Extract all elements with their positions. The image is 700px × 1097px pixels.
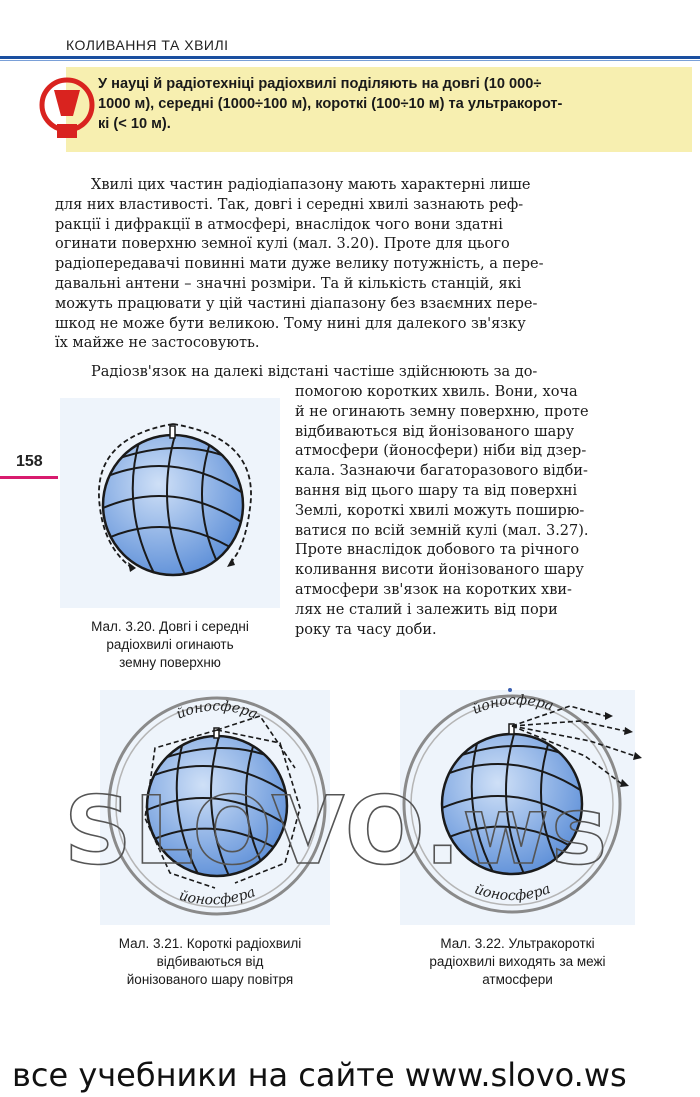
caption-line: Мал. 3.22. Ультракороткі xyxy=(440,936,595,951)
text-line: атмосфери (йоносфери) ніби від дзер- xyxy=(295,443,587,460)
figure-3-21-caption xyxy=(75,935,345,989)
caption-line: йонізованого шару повітря xyxy=(126,972,294,987)
paragraph-2-first-line: Радіозв'язок на далекі відстані частіше здійснюють за до- xyxy=(91,364,538,380)
text-line: можуть працювати у цій частині діапазону без взаємних пере- xyxy=(55,295,538,312)
watermark: SLOVO.ws xyxy=(64,777,610,886)
ionosphere-label-top: йоносфера xyxy=(174,698,260,723)
caption-line: Мал. 3.20. Довгі і середні xyxy=(91,619,249,634)
text-line: лях не сталий і залежить від пори xyxy=(295,601,558,618)
header-rule-thin xyxy=(0,60,700,61)
text-line: атмосфери зв'язок на коротких хви- xyxy=(295,581,572,598)
page-number: 158 xyxy=(16,453,43,470)
caption-line: радіохвилі огинають xyxy=(106,637,234,652)
text-line: давальні антени – значні розміри. Та й кількість станцій, які xyxy=(55,275,522,292)
note-text xyxy=(98,74,683,134)
page-number-rule xyxy=(0,476,58,479)
text-line: огинати поверхню земної кулі (мал. 3.20). Проте для цього xyxy=(55,236,510,253)
text-line: Землі, короткі хвилі можуть поширю- xyxy=(295,502,585,519)
ionosphere-label-top: йоносфера xyxy=(469,692,556,718)
text-line: шкод не може бути великою. Тому нині для далекого зв'язку xyxy=(55,315,526,332)
caption-line: радіохвилі виходять за межі xyxy=(429,954,606,969)
text-line: вання від цього шару та від поверхні xyxy=(295,482,578,499)
text-line: ракції і дифракції в атмосфері, внаслідок чого вони здатні xyxy=(55,216,503,233)
footer-link-text[interactable]: все учебники на сайте www.slovo.ws xyxy=(12,1056,627,1094)
note-line: кі (< 10 м). xyxy=(98,116,171,132)
chapter-title: КОЛИВАННЯ ТА ХВИЛІ xyxy=(66,37,229,53)
figure-3-22-caption xyxy=(385,935,650,989)
paragraph-2 xyxy=(295,383,667,640)
text-line: їх майже не застосовують. xyxy=(55,335,260,352)
figure-3-20-caption xyxy=(55,618,285,672)
text-line: Хвилі цих частин радіодіапазону мають характерні лише xyxy=(91,177,531,193)
text-line: коливання висоти йонізованого шару xyxy=(295,562,584,579)
text-line: кала. Зазнаючи багаторазового відби- xyxy=(295,463,588,480)
text-line: відбиваються від йонізованого шару xyxy=(295,423,575,440)
header-rule xyxy=(0,56,700,59)
text-line: радіопередавачі повинні мати дуже велику потужність, а пере- xyxy=(55,256,544,273)
text-line: Проте внаслідок добового та річного xyxy=(295,542,580,559)
figure-3-20 xyxy=(60,398,280,608)
caption-line: Мал. 3.21. Короткі радіохвилі xyxy=(118,936,302,951)
caption-line: відбиваються від xyxy=(156,954,264,969)
caption-line: земну поверхню xyxy=(119,655,221,670)
caption-line: атмосфери xyxy=(482,972,553,987)
note-line: 1000 м), середні (1000÷100 м), короткі (100÷10 м) та ультракорот- xyxy=(98,96,563,112)
text-line: року та часу доби. xyxy=(295,621,437,638)
text-line: й не огинають земну поверхню, проте xyxy=(295,403,589,420)
note-line: У науці й радіотехніці радіохвилі поділяють на довгі (10 000÷ xyxy=(98,76,542,92)
ionosphere-label-bottom: йоносфера xyxy=(472,881,553,905)
text-line: ватися по всій земній кулі (мал. 3.27). xyxy=(295,522,589,539)
text-line: для них властивості. Так, довгі і середні хвилі зазнають реф- xyxy=(55,196,524,213)
attention-icon xyxy=(38,76,96,146)
ionosphere-label-bottom: йоносфера xyxy=(177,884,258,909)
text-line: помогою коротких хвиль. Вони, хоча xyxy=(295,384,578,400)
paragraph-1 xyxy=(55,176,667,354)
